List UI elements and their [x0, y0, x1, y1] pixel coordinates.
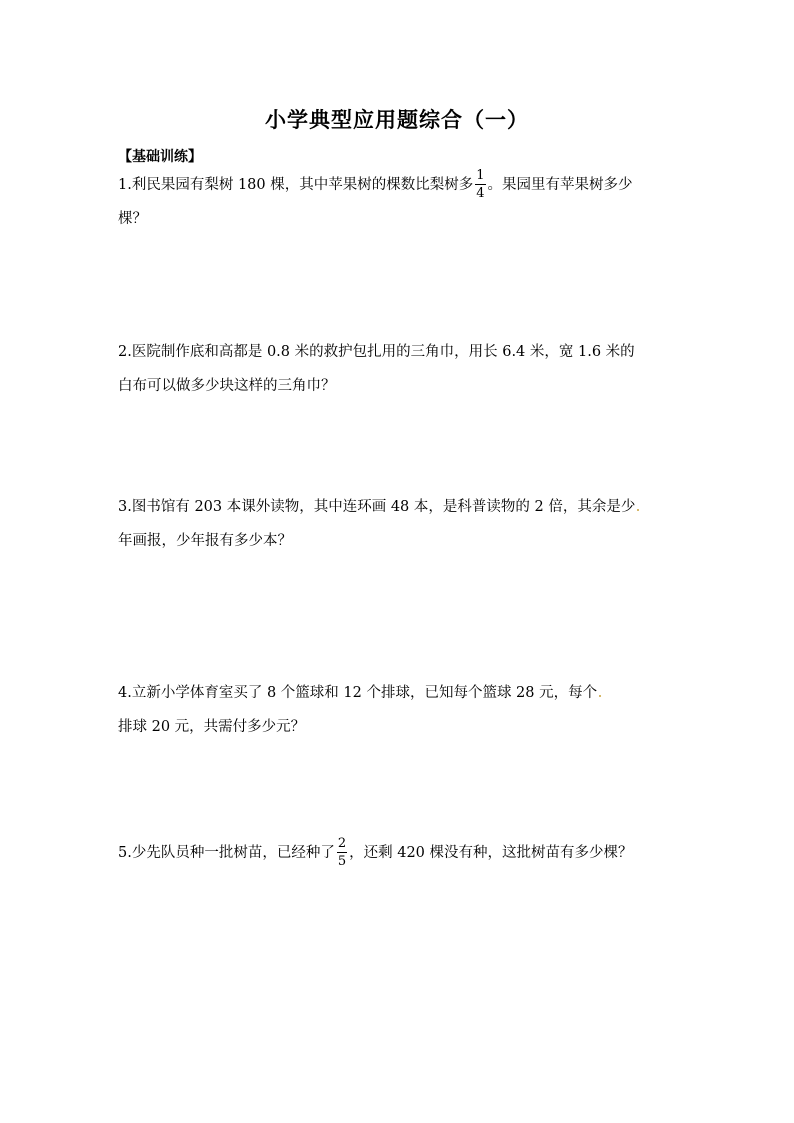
question-2-line-1: 2.医院制作底和高都是 0.8 米的救护包扎用的三角巾，用长 6.4 米，宽 1.6 米的	[118, 344, 635, 360]
question-4	[118, 676, 678, 744]
question-5-text-b: ，还剩 420 棵没有种，这批树苗有多少棵？	[349, 845, 633, 861]
section-heading: 【基础训练】	[118, 149, 202, 165]
question-1	[118, 168, 678, 236]
question-4-line-1-text: 4.立新小学体育室买了 8 个篮球和 12 个排球，已知每个篮球 28 元，每个	[118, 685, 598, 701]
question-1-text-b: 。果园里有苹果树多少	[487, 177, 633, 193]
fraction-denominator: 5	[337, 853, 347, 869]
fraction-numerator: 2	[337, 835, 347, 851]
question-3-line-1	[118, 490, 678, 524]
question-1-line-1	[118, 168, 678, 202]
question-3-line-1-text: 3.图书馆有 203 本课外读物，其中连环画 48 本，是科普读物的 2 倍，其余是少	[118, 499, 636, 515]
question-5	[118, 836, 678, 870]
question-2	[118, 335, 678, 403]
editor-mark-dot	[637, 509, 639, 511]
question-1-text-a: 1.利民果园有梨树 180 棵，其中苹果树的棵数比梨树多	[118, 177, 474, 193]
question-2-line-2: 白布可以做多少块这样的三角巾？	[118, 378, 336, 394]
question-1-line-2: 棵？	[118, 211, 147, 227]
question-3	[118, 490, 678, 558]
question-4-line-2: 排球 20 元，共需付多少元？	[118, 719, 306, 735]
question-4-line-1	[118, 676, 678, 710]
question-5-line-1	[118, 836, 678, 870]
fraction-one-quarter	[475, 169, 485, 200]
fraction-two-fifths	[337, 837, 347, 868]
fraction-denominator: 4	[476, 185, 485, 201]
editor-mark-dot	[599, 695, 601, 697]
question-3-line-2: 年画报，少年报有多少本？	[118, 533, 292, 549]
question-5-text-a: 5.少先队员种一批树苗，已经种了	[118, 845, 335, 861]
page-title: 小学典型应用题综合（一）	[265, 107, 529, 132]
fraction-numerator: 1	[476, 167, 485, 183]
